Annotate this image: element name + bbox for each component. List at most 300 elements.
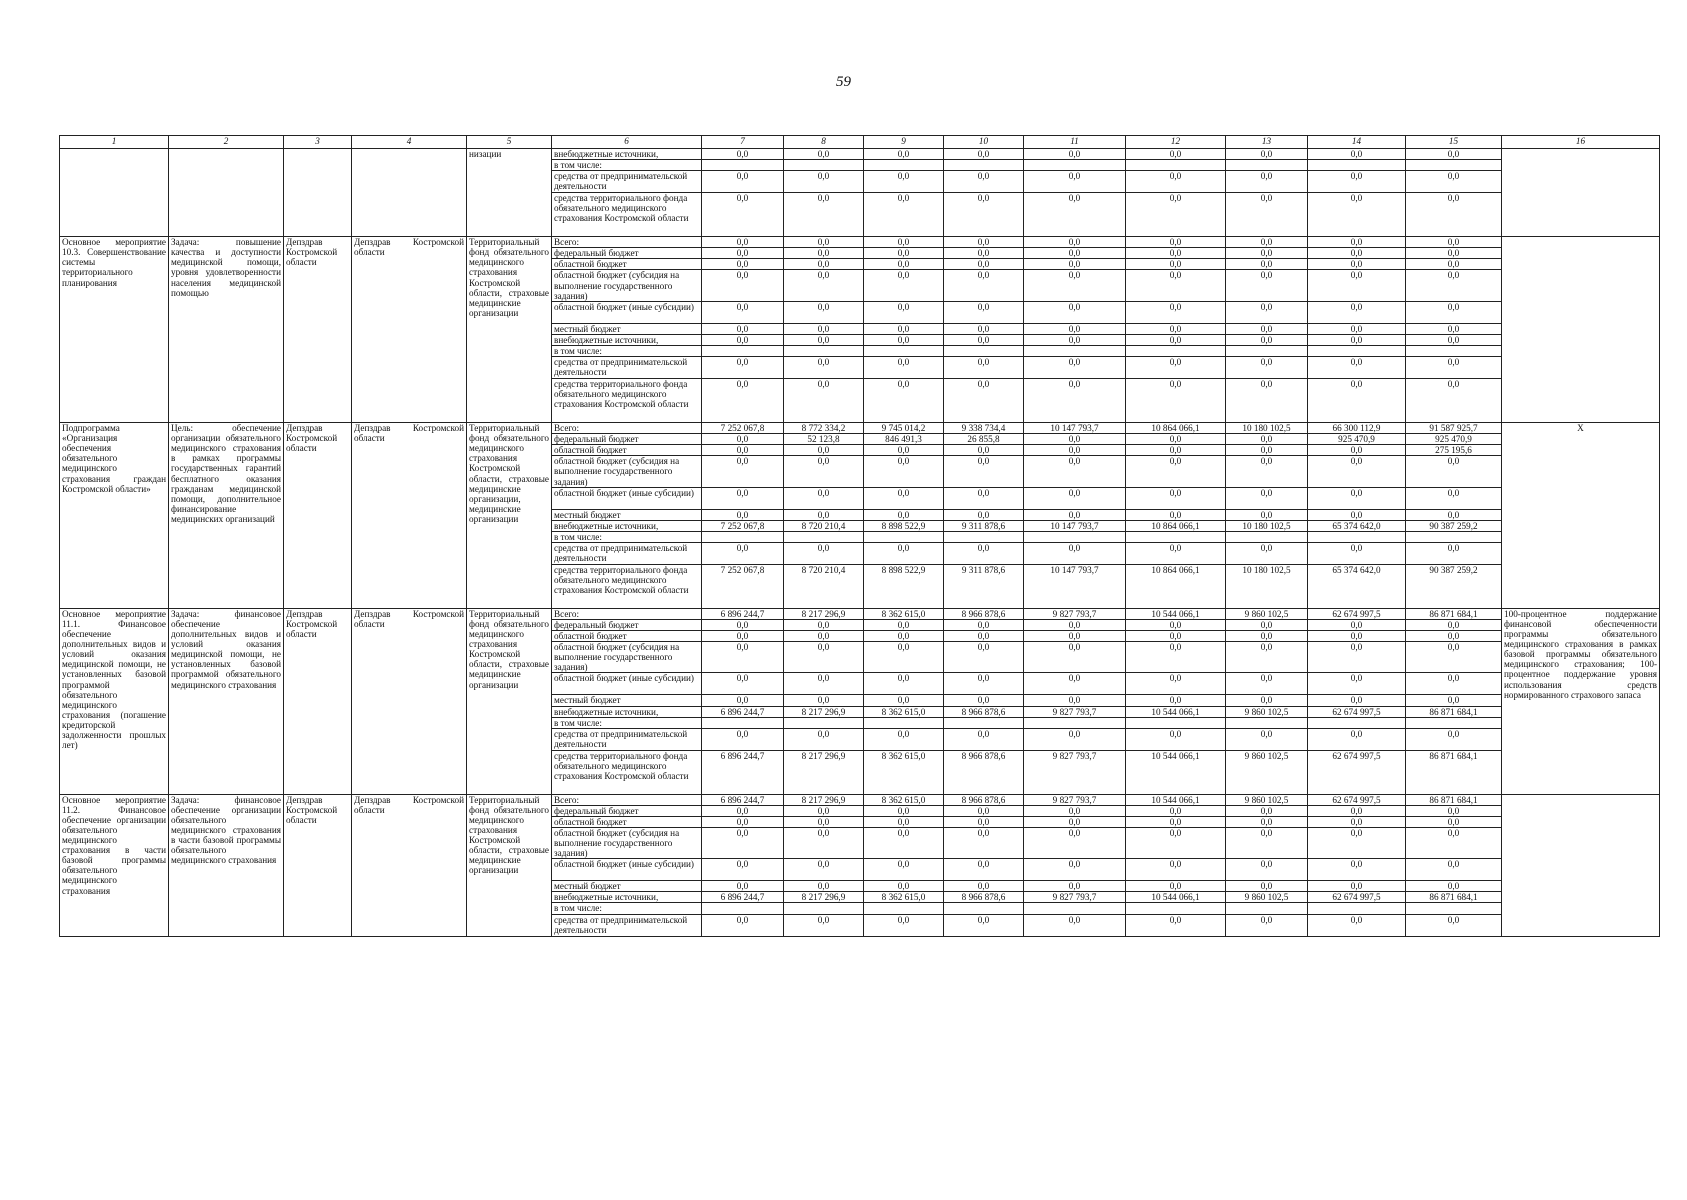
amount-cell: 0,0 [864, 237, 944, 248]
amount-cell: 8 966 878,6 [944, 794, 1024, 805]
amount-cell [944, 160, 1024, 171]
amount-cell: 0,0 [1406, 248, 1502, 259]
amount-cell: 10 147 793,7 [1024, 564, 1126, 608]
amount-cell: 925 470,9 [1406, 434, 1502, 445]
amount-cell [784, 903, 864, 914]
amount-cell: 0,0 [1024, 642, 1126, 673]
block-c1-cell [60, 149, 169, 237]
funding-source-cell: областной бюджет (субсидия на выполнение государственного задания) [552, 642, 702, 673]
amount-cell: 9 827 793,7 [1024, 706, 1126, 717]
amount-cell: 86 871 684,1 [1406, 892, 1502, 903]
amount-cell: 0,0 [1308, 487, 1406, 509]
amount-cell: 0,0 [702, 881, 784, 892]
funding-source-cell: федеральный бюджет [552, 619, 702, 630]
amount-cell: 8 217 296,9 [784, 750, 864, 794]
amount-cell: 0,0 [1024, 445, 1126, 456]
funding-source-cell: местный бюджет [552, 695, 702, 706]
amount-cell [1126, 531, 1226, 542]
amount-cell: 0,0 [1126, 445, 1226, 456]
column-header-10: 10 [944, 136, 1024, 149]
amount-cell: 0,0 [1406, 805, 1502, 816]
amount-cell: 0,0 [864, 301, 944, 323]
amount-cell: 62 674 997,5 [1308, 750, 1406, 794]
amount-cell: 0,0 [944, 673, 1024, 695]
funding-source-cell: в том числе: [552, 345, 702, 356]
amount-cell: 10 544 066,1 [1126, 794, 1226, 805]
amount-cell: 0,0 [1406, 828, 1502, 859]
amount-cell: 0,0 [1226, 673, 1308, 695]
amount-cell: 0,0 [1126, 881, 1226, 892]
amount-cell: 0,0 [864, 357, 944, 379]
amount-cell [1226, 531, 1308, 542]
funding-source-cell: средства территориального фонда обязательного медицинского страхования Костромской области [552, 379, 702, 423]
amount-cell: 0,0 [1226, 828, 1308, 859]
amount-cell: 0,0 [1308, 323, 1406, 334]
column-header-13: 13 [1226, 136, 1308, 149]
amount-cell: 0,0 [1126, 270, 1226, 301]
amount-cell: 0,0 [1126, 816, 1226, 827]
amount-cell: 0,0 [702, 914, 784, 936]
amount-cell: 10 544 066,1 [1126, 706, 1226, 717]
column-header-2: 2 [169, 136, 284, 149]
amount-cell: 8 362 615,0 [864, 892, 944, 903]
amount-cell: 0,0 [1126, 859, 1226, 881]
amount-cell: 0,0 [1126, 487, 1226, 509]
amount-cell: 0,0 [944, 509, 1024, 520]
amount-cell: 0,0 [1406, 456, 1502, 487]
amount-cell: 0,0 [784, 149, 864, 160]
amount-cell [1024, 717, 1126, 728]
amount-cell: 0,0 [702, 728, 784, 750]
amount-cell: 86 871 684,1 [1406, 706, 1502, 717]
amount-cell: 0,0 [864, 323, 944, 334]
block-c3-cell: Депздрав Костромской области [284, 794, 352, 936]
table-row [60, 608, 1660, 619]
amount-cell: 0,0 [864, 487, 944, 509]
amount-cell: 0,0 [864, 445, 944, 456]
amount-cell: 9 860 102,5 [1226, 706, 1308, 717]
funding-source-cell: местный бюджет [552, 881, 702, 892]
amount-cell: 0,0 [1126, 357, 1226, 379]
funding-source-cell: средства от предпринимательской деятельности [552, 914, 702, 936]
funding-source-cell: областной бюджет [552, 816, 702, 827]
amount-cell: 0,0 [1226, 487, 1308, 509]
amount-cell: 0,0 [864, 456, 944, 487]
amount-cell: 0,0 [1406, 631, 1502, 642]
amount-cell [1308, 531, 1406, 542]
amount-cell [944, 531, 1024, 542]
amount-cell: 9 827 793,7 [1024, 794, 1126, 805]
amount-cell: 0,0 [1308, 673, 1406, 695]
amount-cell: 0,0 [1024, 248, 1126, 259]
amount-cell: 0,0 [864, 509, 944, 520]
amount-cell: 0,0 [784, 323, 864, 334]
amount-cell: 7 252 067,8 [702, 564, 784, 608]
amount-cell: 0,0 [1308, 357, 1406, 379]
amount-cell [1226, 160, 1308, 171]
block-c4-cell: Депздрав Костромской области [352, 608, 467, 794]
amount-cell [1308, 903, 1406, 914]
amount-cell: 0,0 [944, 270, 1024, 301]
block-c2-cell: Задача: повышение качества и доступности медицинской помощи, уровня удовлетворенности населения медицинской помощью [169, 237, 284, 423]
amount-cell: 8 966 878,6 [944, 892, 1024, 903]
amount-cell: 0,0 [1226, 805, 1308, 816]
funding-source-cell: областной бюджет (иные субсидии) [552, 673, 702, 695]
amount-cell: 0,0 [1126, 149, 1226, 160]
block-c3-cell: Депздрав Костромской области [284, 608, 352, 794]
amount-cell: 0,0 [1024, 805, 1126, 816]
amount-cell: 9 311 878,6 [944, 520, 1024, 531]
amount-cell: 8 217 296,9 [784, 608, 864, 619]
amount-cell: 0,0 [1226, 323, 1308, 334]
amount-cell: 0,0 [1126, 379, 1226, 423]
amount-cell: 0,0 [1308, 193, 1406, 237]
amount-cell: 62 674 997,5 [1308, 608, 1406, 619]
amount-cell: 65 374 642,0 [1308, 564, 1406, 608]
funding-source-cell: местный бюджет [552, 323, 702, 334]
amount-cell [1308, 717, 1406, 728]
amount-cell [1406, 717, 1502, 728]
amount-cell: 0,0 [864, 334, 944, 345]
amount-cell: 0,0 [702, 542, 784, 564]
amount-cell: 0,0 [702, 509, 784, 520]
block-c4-cell [352, 149, 467, 237]
amount-cell: 0,0 [944, 357, 1024, 379]
amount-cell: 0,0 [1126, 434, 1226, 445]
amount-cell: 0,0 [784, 828, 864, 859]
amount-cell: 0,0 [1126, 193, 1226, 237]
amount-cell: 0,0 [1226, 259, 1308, 270]
amount-cell [1024, 345, 1126, 356]
amount-cell [1024, 160, 1126, 171]
amount-cell: 0,0 [1308, 456, 1406, 487]
amount-cell: 0,0 [702, 379, 784, 423]
amount-cell: 0,0 [702, 859, 784, 881]
amount-cell: 8 362 615,0 [864, 750, 944, 794]
amount-cell: 0,0 [1024, 542, 1126, 564]
funding-source-cell: средства территориального фонда обязательного медицинского страхования Костромской области [552, 193, 702, 237]
amount-cell: 10 180 102,5 [1226, 520, 1308, 531]
funding-source-cell: в том числе: [552, 903, 702, 914]
funding-source-cell: местный бюджет [552, 509, 702, 520]
amount-cell: 10 864 066,1 [1126, 423, 1226, 434]
amount-cell: 0,0 [1406, 171, 1502, 193]
column-header-11: 11 [1024, 136, 1126, 149]
amount-cell: 0,0 [864, 171, 944, 193]
block-indicator-cell [1502, 149, 1660, 237]
amount-cell: 0,0 [702, 149, 784, 160]
block-c5-cell: Территориальный фонд обязательного медицинского страхования Костромской области, страховые медицинские организации [467, 794, 552, 936]
funding-source-cell: внебюджетные источники, [552, 334, 702, 345]
amount-cell: 0,0 [864, 881, 944, 892]
amount-cell [784, 160, 864, 171]
amount-cell: 0,0 [944, 619, 1024, 630]
amount-cell: 0,0 [702, 487, 784, 509]
amount-cell: 0,0 [1406, 237, 1502, 248]
amount-cell: 0,0 [1406, 673, 1502, 695]
amount-cell: 0,0 [1226, 248, 1308, 259]
amount-cell: 0,0 [1126, 542, 1226, 564]
amount-cell: 0,0 [702, 673, 784, 695]
amount-cell: 0,0 [864, 673, 944, 695]
amount-cell: 0,0 [784, 631, 864, 642]
amount-cell: 0,0 [864, 695, 944, 706]
amount-cell: 0,0 [1406, 728, 1502, 750]
amount-cell: 0,0 [944, 456, 1024, 487]
amount-cell [702, 345, 784, 356]
amount-cell: 0,0 [944, 301, 1024, 323]
amount-cell: 0,0 [702, 171, 784, 193]
amount-cell [944, 345, 1024, 356]
amount-cell: 0,0 [702, 828, 784, 859]
amount-cell: 0,0 [702, 434, 784, 445]
amount-cell: 8 362 615,0 [864, 608, 944, 619]
amount-cell: 0,0 [1126, 728, 1226, 750]
amount-cell: 0,0 [1126, 509, 1226, 520]
amount-cell: 9 745 014,2 [864, 423, 944, 434]
amount-cell: 0,0 [1308, 149, 1406, 160]
amount-cell [1308, 160, 1406, 171]
amount-cell [784, 717, 864, 728]
amount-cell: 0,0 [702, 334, 784, 345]
funding-source-cell: средства от предпринимательской деятельности [552, 357, 702, 379]
amount-cell: 0,0 [702, 445, 784, 456]
amount-cell: 0,0 [1126, 323, 1226, 334]
amount-cell: 26 855,8 [944, 434, 1024, 445]
amount-cell: 10 544 066,1 [1126, 608, 1226, 619]
amount-cell: 0,0 [1024, 881, 1126, 892]
amount-cell: 0,0 [944, 728, 1024, 750]
amount-cell: 0,0 [1226, 631, 1308, 642]
amount-cell [864, 717, 944, 728]
amount-cell [864, 903, 944, 914]
amount-cell: 90 387 259,2 [1406, 564, 1502, 608]
amount-cell: 0,0 [784, 456, 864, 487]
amount-cell: 0,0 [1126, 914, 1226, 936]
amount-cell: 0,0 [1406, 619, 1502, 630]
table-row [60, 237, 1660, 248]
amount-cell: 0,0 [864, 728, 944, 750]
amount-cell [784, 345, 864, 356]
amount-cell [1308, 345, 1406, 356]
amount-cell: 0,0 [1024, 728, 1126, 750]
block-c4-cell: Депздрав Костромской области [352, 237, 467, 423]
block-indicator-cell: 100-процентное поддержание финансовой обеспеченности программы обязательного медицинского страхования в рамках базовой программы обязательного медицинского страхования; 100-процентное поддержание уровня использования средств нормированного страхового запаса [1502, 608, 1660, 794]
amount-cell: 0,0 [1226, 171, 1308, 193]
amount-cell: 0,0 [1406, 334, 1502, 345]
amount-cell: 0,0 [1308, 728, 1406, 750]
funding-source-cell: областной бюджет [552, 631, 702, 642]
amount-cell [864, 531, 944, 542]
amount-cell: 0,0 [1024, 456, 1126, 487]
amount-cell: 0,0 [1308, 914, 1406, 936]
amount-cell: 0,0 [1126, 828, 1226, 859]
amount-cell: 0,0 [864, 914, 944, 936]
amount-cell: 9 338 734,4 [944, 423, 1024, 434]
amount-cell [784, 531, 864, 542]
block-c1-cell: Подпрограмма «Организация обеспечения обязательного медицинского страхования граждан Костромской области» [60, 423, 169, 609]
amount-cell: 0,0 [1024, 487, 1126, 509]
amount-cell: 0,0 [864, 859, 944, 881]
amount-cell: 0,0 [944, 237, 1024, 248]
amount-cell: 0,0 [1308, 248, 1406, 259]
amount-cell: 0,0 [1126, 259, 1226, 270]
amount-cell: 0,0 [1226, 859, 1308, 881]
amount-cell [1126, 903, 1226, 914]
table-row [60, 149, 1660, 160]
amount-cell: 0,0 [1406, 859, 1502, 881]
amount-cell: 0,0 [784, 237, 864, 248]
amount-cell: 0,0 [864, 248, 944, 259]
amount-cell: 0,0 [864, 828, 944, 859]
amount-cell: 0,0 [1406, 379, 1502, 423]
amount-cell: 0,0 [1406, 542, 1502, 564]
amount-cell: 0,0 [944, 542, 1024, 564]
amount-cell: 0,0 [784, 445, 864, 456]
amount-cell [944, 903, 1024, 914]
amount-cell: 0,0 [784, 259, 864, 270]
amount-cell: 0,0 [944, 334, 1024, 345]
amount-cell: 0,0 [944, 642, 1024, 673]
amount-cell: 0,0 [1226, 334, 1308, 345]
amount-cell: 0,0 [702, 259, 784, 270]
funding-source-cell: в том числе: [552, 160, 702, 171]
amount-cell: 8 362 615,0 [864, 794, 944, 805]
amount-cell: 0,0 [1226, 881, 1308, 892]
amount-cell: 0,0 [784, 487, 864, 509]
amount-cell: 86 871 684,1 [1406, 794, 1502, 805]
amount-cell: 0,0 [1024, 270, 1126, 301]
amount-cell: 846 491,3 [864, 434, 944, 445]
amount-cell: 10 864 066,1 [1126, 564, 1226, 608]
block-c5-cell: Территориальный фонд обязательного медицинского страхования Костромской области, страховые медицинские организации [467, 237, 552, 423]
amount-cell: 8 217 296,9 [784, 892, 864, 903]
amount-cell [1126, 717, 1226, 728]
column-header-5: 5 [467, 136, 552, 149]
amount-cell: 0,0 [1308, 695, 1406, 706]
amount-cell: 0,0 [1406, 816, 1502, 827]
amount-cell: 0,0 [944, 193, 1024, 237]
amount-cell: 0,0 [702, 193, 784, 237]
column-header-9: 9 [864, 136, 944, 149]
column-header-6: 6 [552, 136, 702, 149]
amount-cell: 0,0 [944, 259, 1024, 270]
amount-cell: 0,0 [1126, 334, 1226, 345]
amount-cell: 0,0 [1308, 631, 1406, 642]
amount-cell: 0,0 [864, 805, 944, 816]
funding-source-cell: федеральный бюджет [552, 805, 702, 816]
amount-cell: 9 311 878,6 [944, 564, 1024, 608]
funding-source-cell: внебюджетные источники, [552, 149, 702, 160]
block-c5-cell: Территориальный фонд обязательного медицинского страхования Костромской области, страховые медицинские организации, медицинские организации [467, 423, 552, 609]
amount-cell: 0,0 [784, 695, 864, 706]
amount-cell: 0,0 [944, 828, 1024, 859]
amount-cell: 0,0 [944, 487, 1024, 509]
amount-cell [702, 160, 784, 171]
column-header-1: 1 [60, 136, 169, 149]
amount-cell: 0,0 [1126, 631, 1226, 642]
amount-cell: 0,0 [1308, 828, 1406, 859]
amount-cell: 9 827 793,7 [1024, 750, 1126, 794]
amount-cell: 0,0 [702, 301, 784, 323]
amount-cell: 0,0 [1226, 619, 1308, 630]
block-c1-cell: Основное мероприятие 11.1. Финансовое обеспечение дополнительных видов и условий оказания медицинской помощи, не установленных базовой программой обязательного медицинского страхования (погашение кредиторской задолженности прошлых лет) [60, 608, 169, 794]
amount-cell [1226, 903, 1308, 914]
amount-cell: 0,0 [1024, 334, 1126, 345]
amount-cell: 6 896 244,7 [702, 750, 784, 794]
amount-cell: 0,0 [864, 149, 944, 160]
block-c2-cell: Задача: финансовое обеспечение дополнительных видов и условий оказания медицинской помощи, не установленных базовой программой обязательного медицинского страхования [169, 608, 284, 794]
amount-cell: 0,0 [784, 357, 864, 379]
amount-cell: 8 362 615,0 [864, 706, 944, 717]
amount-cell: 0,0 [944, 914, 1024, 936]
amount-cell: 0,0 [1226, 509, 1308, 520]
funding-source-cell: областной бюджет (субсидия на выполнение государственного задания) [552, 270, 702, 301]
amount-cell: 0,0 [944, 881, 1024, 892]
amount-cell: 0,0 [1308, 542, 1406, 564]
amount-cell: 8 966 878,6 [944, 706, 1024, 717]
amount-cell: 0,0 [1024, 673, 1126, 695]
amount-cell: 10 147 793,7 [1024, 520, 1126, 531]
amount-cell: 0,0 [1308, 237, 1406, 248]
amount-cell: 0,0 [1024, 816, 1126, 827]
funding-source-cell: областной бюджет (иные субсидии) [552, 859, 702, 881]
amount-cell [1024, 903, 1126, 914]
amount-cell: 0,0 [1226, 270, 1308, 301]
amount-cell: 0,0 [784, 859, 864, 881]
column-header-12: 12 [1126, 136, 1226, 149]
amount-cell: 0,0 [1024, 357, 1126, 379]
amount-cell: 0,0 [1024, 237, 1126, 248]
amount-cell: 0,0 [1406, 881, 1502, 892]
amount-cell: 0,0 [1024, 379, 1126, 423]
amount-cell: 0,0 [1126, 456, 1226, 487]
amount-cell: 0,0 [702, 323, 784, 334]
amount-cell: 0,0 [1024, 171, 1126, 193]
amount-cell: 0,0 [702, 619, 784, 630]
amount-cell: 0,0 [1126, 673, 1226, 695]
amount-cell: 0,0 [784, 728, 864, 750]
amount-cell: 0,0 [1024, 914, 1126, 936]
amount-cell: 0,0 [944, 816, 1024, 827]
amount-cell: 65 374 642,0 [1308, 520, 1406, 531]
amount-cell: 10 544 066,1 [1126, 750, 1226, 794]
amount-cell: 0,0 [1406, 301, 1502, 323]
amount-cell: 0,0 [784, 619, 864, 630]
amount-cell: 0,0 [1406, 259, 1502, 270]
funding-source-cell: внебюджетные источники, [552, 892, 702, 903]
funding-source-cell: федеральный бюджет [552, 434, 702, 445]
amount-cell: 0,0 [702, 237, 784, 248]
amount-cell: 0,0 [784, 301, 864, 323]
amount-cell: 0,0 [784, 379, 864, 423]
amount-cell: 0,0 [1308, 805, 1406, 816]
amount-cell: 9 860 102,5 [1226, 794, 1308, 805]
amount-cell: 10 147 793,7 [1024, 423, 1126, 434]
funding-source-cell: внебюджетные источники, [552, 706, 702, 717]
amount-cell: 0,0 [1406, 149, 1502, 160]
amount-cell [1126, 160, 1226, 171]
amount-cell [864, 160, 944, 171]
funding-source-cell: в том числе: [552, 717, 702, 728]
amount-cell: 6 896 244,7 [702, 608, 784, 619]
amount-cell [944, 717, 1024, 728]
amount-cell [1226, 345, 1308, 356]
amount-cell: 0,0 [1226, 237, 1308, 248]
amount-cell: 0,0 [864, 193, 944, 237]
amount-cell: 0,0 [784, 248, 864, 259]
funding-source-cell: средства территориального фонда обязательного медицинского страхования Костромской области [552, 564, 702, 608]
